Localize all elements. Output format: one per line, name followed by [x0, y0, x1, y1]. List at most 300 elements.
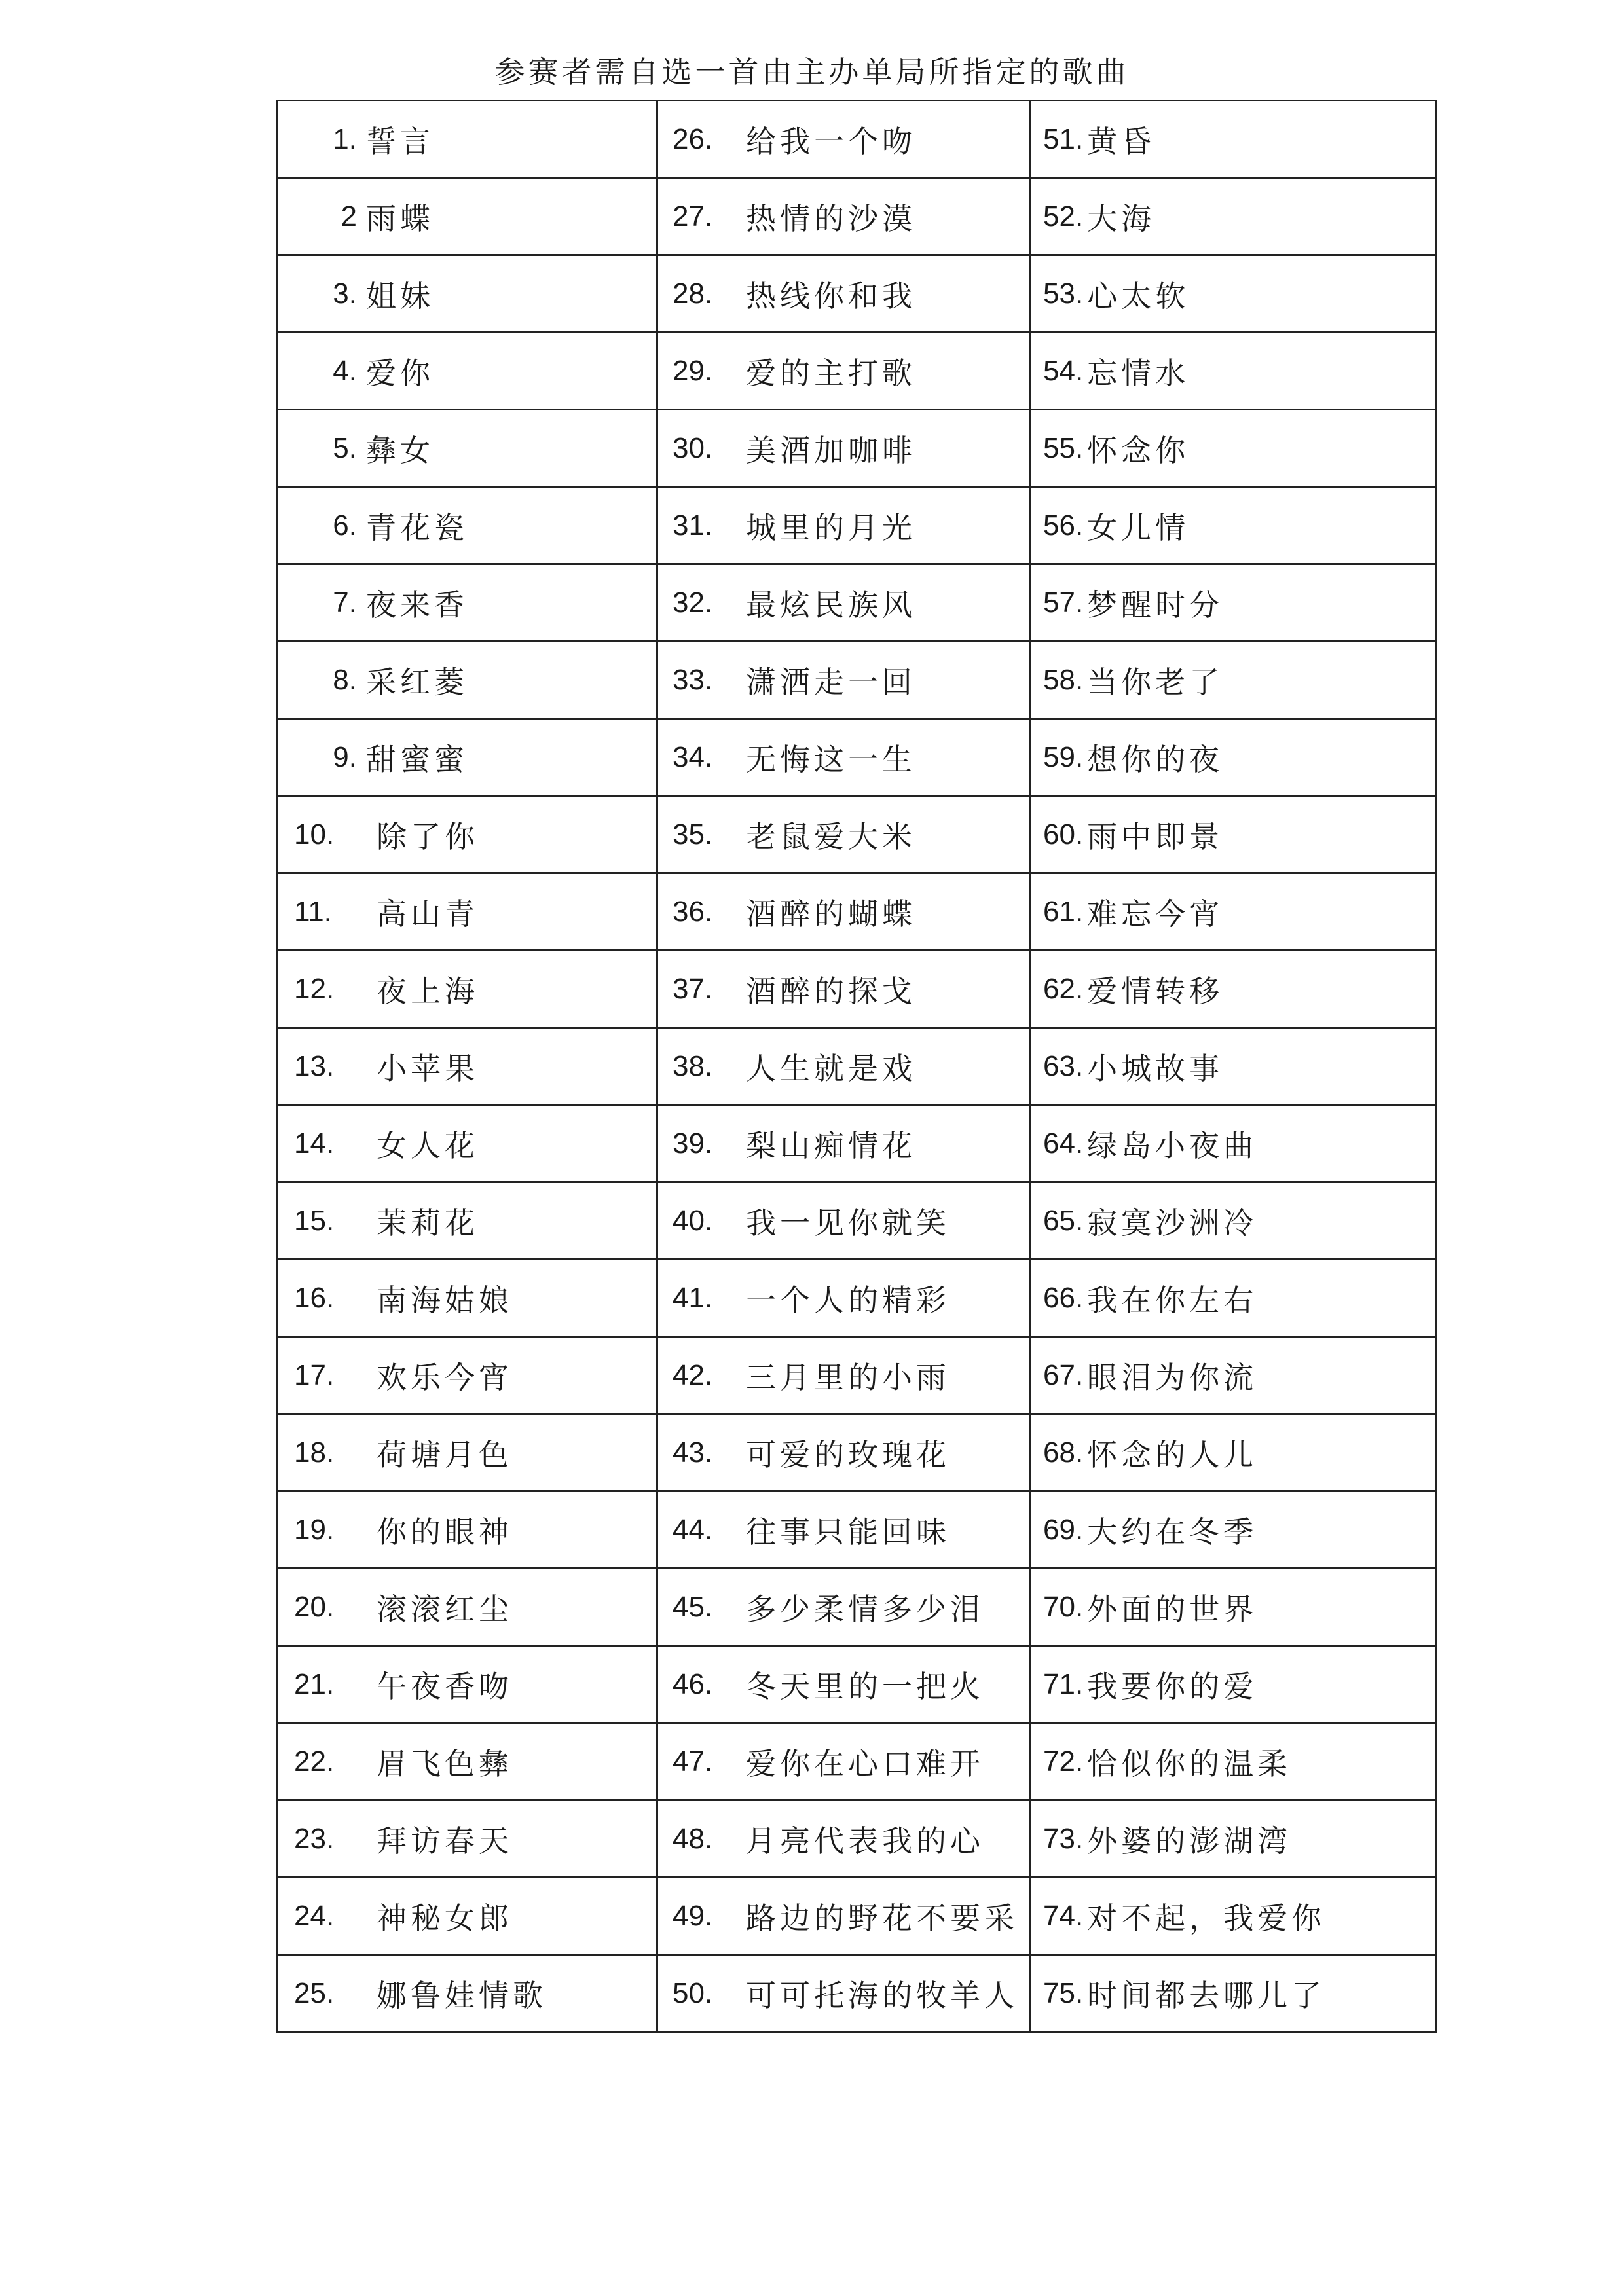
song-entry: [1031, 581, 1435, 625]
song-entry: [658, 195, 1029, 238]
song-title: 南海姑娘: [377, 1282, 513, 1318]
song-cell: [278, 1414, 657, 1491]
song-cell: [657, 642, 1031, 719]
song-title: 爱的主打歌: [746, 355, 916, 391]
song-entry: [1031, 427, 1435, 470]
song-number: 23.: [294, 1822, 335, 1855]
song-cell: [657, 564, 1031, 642]
song-title: 夜来香: [366, 587, 468, 623]
song-number: 33.: [673, 663, 713, 696]
table-row: [278, 1800, 1437, 1878]
song-number: 40.: [673, 1204, 713, 1237]
song-entry: [1031, 272, 1435, 316]
song-cell: [278, 1337, 657, 1414]
song-title: 采红菱: [366, 664, 468, 700]
song-title: 神秘女郎: [377, 1900, 513, 1936]
song-cell: [1031, 1646, 1437, 1723]
song-title: 拜访春天: [377, 1823, 513, 1859]
song-number: 63.: [1043, 1049, 1084, 1082]
song-cell: [657, 1491, 1031, 1569]
song-title: 怀念你: [1087, 432, 1190, 468]
song-title: 无悔这一生: [746, 741, 916, 777]
song-cell: [278, 951, 657, 1028]
song-title: 一个人的精彩: [746, 1282, 950, 1318]
song-number: 38.: [673, 1049, 713, 1082]
song-entry: [278, 1199, 656, 1243]
song-number: 56.: [1043, 509, 1084, 541]
song-cell: [278, 333, 657, 410]
song-title: 绿岛小夜曲: [1087, 1127, 1258, 1163]
song-entry: [278, 427, 656, 470]
song-cell: [1031, 101, 1437, 178]
song-entry: [1031, 1199, 1435, 1243]
song-number: 29.: [673, 354, 713, 387]
song-cell: [657, 951, 1031, 1028]
song-cell: [657, 1723, 1031, 1800]
song-title: 梨山痴情花: [746, 1127, 916, 1163]
song-number: 2: [341, 200, 357, 232]
table-row: [278, 796, 1437, 873]
song-cell: [657, 1028, 1031, 1105]
song-cell: [1031, 178, 1437, 255]
song-number: 11.: [294, 895, 332, 928]
song-entry: [278, 1122, 656, 1165]
song-entry: [658, 1663, 1029, 1706]
song-number: 7.: [333, 586, 357, 619]
song-number: 62.: [1043, 972, 1084, 1005]
table-row: [278, 178, 1437, 255]
song-cell: [657, 1800, 1031, 1878]
song-cell: [657, 796, 1031, 873]
song-cell: [657, 333, 1031, 410]
song-title: 美酒加咖啡: [746, 432, 916, 468]
song-entry: [658, 1354, 1029, 1397]
song-entry: [278, 272, 656, 316]
song-title: 小城故事: [1087, 1050, 1224, 1086]
song-entry: [278, 1663, 656, 1706]
song-number: 50.: [673, 1977, 713, 2009]
song-cell: [657, 1414, 1031, 1491]
song-number: 1.: [333, 122, 357, 155]
song-title: 潇洒走一回: [746, 664, 916, 700]
song-number: 20.: [294, 1590, 335, 1623]
song-entry: [658, 1972, 1029, 2015]
song-title: 往事只能回味: [746, 1514, 950, 1550]
song-title: 外面的世界: [1087, 1591, 1258, 1627]
song-cell: [278, 255, 657, 333]
song-cell: [657, 1260, 1031, 1337]
song-title: 爱你: [366, 355, 434, 391]
song-title: 小苹果: [377, 1050, 479, 1086]
song-title: 外婆的澎湖湾: [1087, 1823, 1292, 1859]
song-number: 47.: [673, 1745, 713, 1777]
song-cell: [657, 1878, 1031, 1955]
table-row: [278, 1878, 1437, 1955]
song-title: 大约在冬季: [1087, 1514, 1258, 1550]
song-cell: [1031, 642, 1437, 719]
song-cell: [278, 1105, 657, 1182]
song-cell: [278, 1491, 657, 1569]
song-cell: [1031, 1569, 1437, 1646]
table-row: [278, 1414, 1437, 1491]
song-number: 3.: [333, 277, 357, 310]
song-title: 爱你在心口难开: [746, 1745, 984, 1781]
table-row: [278, 1569, 1437, 1646]
song-title: 月亮代表我的心: [746, 1823, 984, 1859]
song-title: 想你的夜: [1087, 741, 1224, 777]
song-entry: [658, 813, 1029, 856]
song-number: 48.: [673, 1822, 713, 1855]
song-entry: [1031, 890, 1435, 934]
song-entry: [1031, 1045, 1435, 1088]
song-cell: [278, 410, 657, 487]
song-cell: [278, 1878, 657, 1955]
song-entry: [1031, 1431, 1435, 1474]
song-title: 彝女: [366, 432, 434, 468]
song-entry: [278, 1895, 656, 1938]
song-title: 梦醒时分: [1087, 587, 1224, 623]
song-cell: [657, 1646, 1031, 1723]
song-title: 三月里的小雨: [746, 1359, 950, 1395]
song-cell: [1031, 1028, 1437, 1105]
song-entry: [278, 1277, 656, 1320]
song-number: 37.: [673, 972, 713, 1005]
song-cell: [657, 719, 1031, 796]
song-number: 41.: [673, 1281, 713, 1314]
song-title: 对不起，我爱你: [1087, 1900, 1326, 1936]
song-number: 73.: [1043, 1822, 1084, 1855]
song-title: 午夜香吻: [377, 1668, 513, 1704]
song-cell: [1031, 1337, 1437, 1414]
song-number: 44.: [673, 1513, 713, 1546]
song-number: 60.: [1043, 818, 1084, 850]
song-title: 酒醉的蝴蝶: [746, 896, 916, 932]
song-number: 72.: [1043, 1745, 1084, 1777]
song-number: 17.: [294, 1358, 335, 1391]
song-number: 5.: [333, 431, 357, 464]
song-cell: [1031, 1723, 1437, 1800]
song-title: 夜上海: [377, 973, 479, 1009]
song-entry: [1031, 1972, 1435, 2015]
song-number: 35.: [673, 818, 713, 850]
song-title: 时间都去哪儿了: [1087, 1977, 1326, 2013]
song-entry: [658, 504, 1029, 547]
song-title: 茉莉花: [377, 1205, 479, 1241]
song-entry: [278, 118, 656, 161]
song-entry: [278, 1045, 656, 1088]
song-entry: [1031, 1663, 1435, 1706]
song-entry: [658, 1508, 1029, 1552]
song-number: 12.: [294, 972, 335, 1005]
song-number: 43.: [673, 1436, 713, 1468]
song-title: 路边的野花不要采: [746, 1900, 1018, 1936]
song-cell: [278, 719, 657, 796]
table-row: [278, 410, 1437, 487]
song-number: 34.: [673, 740, 713, 773]
song-entry: [658, 118, 1029, 161]
song-number: 68.: [1043, 1436, 1084, 1468]
song-number: 22.: [294, 1745, 335, 1777]
song-number: 21.: [294, 1667, 335, 1700]
table-row: [278, 101, 1437, 178]
song-cell: [1031, 1260, 1437, 1337]
song-number: 59.: [1043, 740, 1084, 773]
song-entry: [278, 1817, 656, 1861]
song-entry: [1031, 659, 1435, 702]
song-number: 53.: [1043, 277, 1084, 310]
song-entry: [1031, 1508, 1435, 1552]
table-row: [278, 1028, 1437, 1105]
song-entry: [1031, 1277, 1435, 1320]
song-title: 城里的月光: [746, 509, 916, 545]
song-cell: [278, 101, 657, 178]
song-cell: [657, 255, 1031, 333]
song-cell: [278, 642, 657, 719]
song-title: 冬天里的一把火: [746, 1668, 984, 1704]
song-number: 52.: [1043, 200, 1084, 232]
song-number: 69.: [1043, 1513, 1084, 1546]
song-title: 给我一个吻: [746, 123, 916, 159]
song-title: 大海: [1087, 200, 1156, 236]
song-title: 雨蝶: [366, 200, 434, 236]
song-title: 甜蜜蜜: [366, 741, 468, 777]
song-entry: [1031, 813, 1435, 856]
song-cell: [278, 796, 657, 873]
song-title: 人生就是戏: [746, 1050, 916, 1086]
song-title: 我在你左右: [1087, 1282, 1258, 1318]
song-entry: [658, 659, 1029, 702]
song-entry: [658, 350, 1029, 393]
song-number: 57.: [1043, 586, 1084, 619]
song-number: 28.: [673, 277, 713, 310]
table-row: [278, 1105, 1437, 1182]
table-row: [278, 255, 1437, 333]
song-entry: [1031, 1354, 1435, 1397]
song-cell: [1031, 796, 1437, 873]
song-number: 49.: [673, 1899, 713, 1932]
table-row: [278, 1260, 1437, 1337]
song-title: 女儿情: [1087, 509, 1190, 545]
song-cell: [1031, 1182, 1437, 1260]
song-cell: [278, 178, 657, 255]
song-number: 31.: [673, 509, 713, 541]
song-title: 滚滚红尘: [377, 1591, 513, 1627]
table-row: [278, 1337, 1437, 1414]
table-row: [278, 642, 1437, 719]
song-title: 雨中即景: [1087, 818, 1224, 854]
song-number: 24.: [294, 1899, 335, 1932]
song-number: 4.: [333, 354, 357, 387]
song-cell: [1031, 873, 1437, 951]
song-entry: [1031, 504, 1435, 547]
song-number: 36.: [673, 895, 713, 928]
song-number: 39.: [673, 1127, 713, 1159]
song-number: 70.: [1043, 1590, 1084, 1623]
song-entry: [658, 890, 1029, 934]
song-entry: [278, 1508, 656, 1552]
song-entry: [278, 813, 656, 856]
song-entry: [658, 1199, 1029, 1243]
song-title: 怀念的人儿: [1087, 1436, 1258, 1472]
song-title: 荷塘月色: [377, 1436, 513, 1472]
song-title: 热线你和我: [746, 278, 916, 314]
song-title: 娜鲁娃情歌: [377, 1977, 547, 2013]
song-cell: [278, 873, 657, 951]
song-number: 51.: [1043, 122, 1084, 155]
song-entry: [278, 504, 656, 547]
song-cell: [1031, 719, 1437, 796]
song-cell: [1031, 487, 1437, 564]
song-cell: [657, 1182, 1031, 1260]
song-entry: [658, 1122, 1029, 1165]
song-entry: [658, 1277, 1029, 1320]
table-row: [278, 1182, 1437, 1260]
song-cell: [278, 1723, 657, 1800]
song-entry: [278, 968, 656, 1011]
table-row: [278, 1491, 1437, 1569]
song-title: 黄昏: [1087, 123, 1156, 159]
song-number: 6.: [333, 509, 357, 541]
song-number: 16.: [294, 1281, 335, 1314]
song-number: 74.: [1043, 1899, 1084, 1932]
song-entry: [658, 1431, 1029, 1474]
song-cell: [657, 487, 1031, 564]
song-title: 青花瓷: [366, 509, 468, 545]
song-list-body: [278, 101, 1437, 2032]
song-number: 8.: [333, 663, 357, 696]
song-entry: [658, 272, 1029, 316]
song-title: 欢乐今宵: [377, 1359, 513, 1395]
song-entry: [658, 1817, 1029, 1861]
song-cell: [657, 101, 1031, 178]
song-cell: [1031, 564, 1437, 642]
song-cell: [657, 1955, 1031, 2032]
song-cell: [1031, 333, 1437, 410]
song-number: 19.: [294, 1513, 335, 1546]
song-cell: [657, 178, 1031, 255]
song-entry: [278, 1586, 656, 1629]
song-title: 当你老了: [1087, 664, 1224, 700]
song-cell: [657, 1337, 1031, 1414]
song-entry: [278, 659, 656, 702]
song-title: 多少柔情多少泪: [746, 1591, 984, 1627]
song-number: 54.: [1043, 354, 1084, 387]
song-title: 我要你的爱: [1087, 1668, 1258, 1704]
song-title: 老鼠爱大米: [746, 818, 916, 854]
song-title: 酒醉的探戈: [746, 973, 916, 1009]
song-number: 67.: [1043, 1358, 1084, 1391]
song-number: 32.: [673, 586, 713, 619]
song-title: 爱情转移: [1087, 973, 1224, 1009]
song-title: 我一见你就笑: [746, 1205, 950, 1241]
song-entry: [658, 1045, 1029, 1088]
song-number: 10.: [294, 818, 335, 850]
song-entry: [278, 1740, 656, 1783]
song-title: 可可托海的牧羊人: [746, 1977, 1018, 2013]
song-title: 眉飞色彝: [377, 1745, 513, 1781]
song-entry: [278, 1972, 656, 2015]
song-entry: [278, 350, 656, 393]
song-number: 14.: [294, 1127, 335, 1159]
song-entry: [1031, 1586, 1435, 1629]
song-entry: [1031, 1740, 1435, 1783]
song-number: 42.: [673, 1358, 713, 1391]
song-number: 71.: [1043, 1667, 1084, 1700]
song-entry: [278, 1354, 656, 1397]
song-number: 65.: [1043, 1204, 1084, 1237]
song-title: 心太软: [1087, 278, 1190, 314]
song-number: 75.: [1043, 1977, 1084, 2009]
song-entry: [658, 1586, 1029, 1629]
table-row: [278, 873, 1437, 951]
song-number: 46.: [673, 1667, 713, 1700]
song-cell: [278, 1800, 657, 1878]
song-number: 66.: [1043, 1281, 1084, 1314]
song-cell: [1031, 1800, 1437, 1878]
song-cell: [278, 1028, 657, 1105]
song-title: 姐妹: [366, 278, 434, 314]
song-entry: [278, 581, 656, 625]
song-entry: [278, 195, 656, 238]
table-row: [278, 1646, 1437, 1723]
song-entry: [278, 890, 656, 934]
song-number: 26.: [673, 122, 713, 155]
page-title: 参赛者需自选一首由主办单局所指定的歌曲: [494, 54, 1130, 90]
song-number: 9.: [333, 740, 357, 773]
song-cell: [657, 1569, 1031, 1646]
song-cell: [1031, 1955, 1437, 2032]
song-entry: [658, 736, 1029, 779]
song-cell: [657, 410, 1031, 487]
song-entry: [1031, 736, 1435, 779]
song-number: 15.: [294, 1204, 335, 1237]
song-entry: [278, 1431, 656, 1474]
song-cell: [657, 873, 1031, 951]
song-title: 寂寞沙洲冷: [1087, 1205, 1258, 1241]
table-row: [278, 951, 1437, 1028]
table-row: [278, 719, 1437, 796]
song-title: 女人花: [377, 1127, 479, 1163]
song-number: 30.: [673, 431, 713, 464]
table-row: [278, 1723, 1437, 1800]
song-number: 58.: [1043, 663, 1084, 696]
song-cell: [278, 487, 657, 564]
song-cell: [1031, 255, 1437, 333]
song-entry: [278, 736, 656, 779]
song-entry: [1031, 118, 1435, 161]
song-number: 18.: [294, 1436, 335, 1468]
song-entry: [658, 1740, 1029, 1783]
song-title: 眼泪为你流: [1087, 1359, 1258, 1395]
song-title: 高山青: [377, 896, 479, 932]
song-cell: [1031, 410, 1437, 487]
song-entry: [1031, 1895, 1435, 1938]
song-cell: [1031, 1105, 1437, 1182]
song-cell: [1031, 1878, 1437, 1955]
song-number: 64.: [1043, 1127, 1084, 1159]
song-number: 45.: [673, 1590, 713, 1623]
song-title: 最炫民族风: [746, 587, 916, 623]
song-entry: [1031, 1122, 1435, 1165]
song-title: 誓言: [366, 123, 434, 159]
song-entry: [658, 968, 1029, 1011]
song-title: 可爱的玫瑰花: [746, 1436, 950, 1472]
song-title: 忘情水: [1087, 355, 1190, 391]
table-row: [278, 333, 1437, 410]
song-number: 27.: [673, 200, 713, 232]
table-row: [278, 564, 1437, 642]
song-entry: [1031, 968, 1435, 1011]
